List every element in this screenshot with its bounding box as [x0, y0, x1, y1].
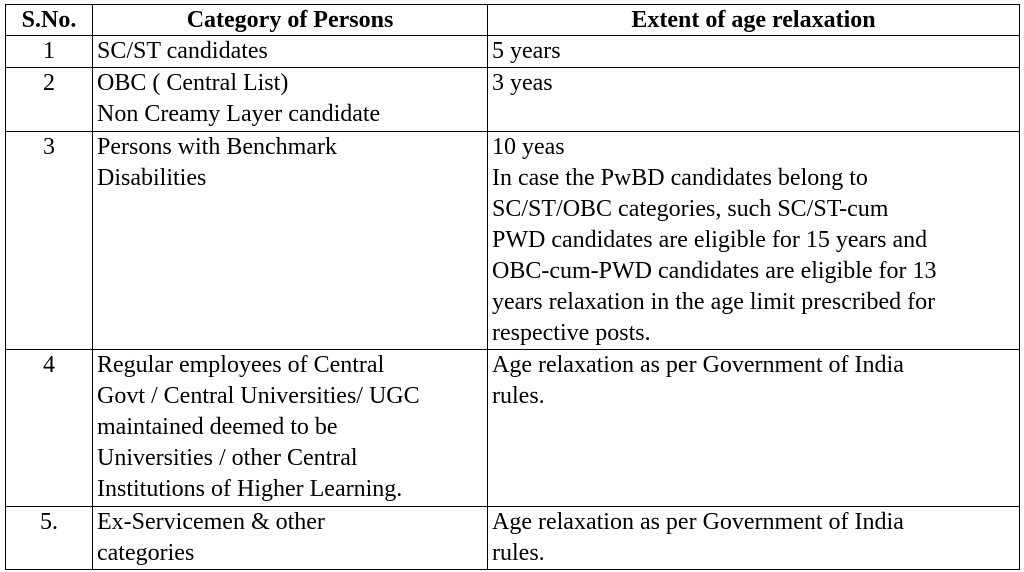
- table-row: [6, 36, 1020, 68]
- header-sno: S.No.: [6, 5, 93, 36]
- table-row: [6, 132, 1020, 350]
- row-category: Ex-Servicemen & other categories: [93, 507, 488, 570]
- row-relaxation: 3 yeas: [488, 68, 1020, 132]
- row-sno: 2: [6, 68, 93, 132]
- row-category: Regular employees of Central Govt / Central Universities/ UGC maintained deemed to be Universities / other Central Institutions of Higher Learning.: [93, 350, 488, 507]
- row-category: Persons with Benchmark Disabilities: [93, 132, 488, 350]
- table-row: [6, 507, 1020, 570]
- row-sno: 1: [6, 36, 93, 68]
- row-category: OBC ( Central List) Non Creamy Layer candidate: [93, 68, 488, 132]
- row-sno: 3: [6, 132, 93, 350]
- table-row: [6, 68, 1020, 132]
- header-category: Category of Persons: [93, 5, 488, 36]
- table-row: [6, 350, 1020, 507]
- row-sno: 4: [6, 350, 93, 507]
- row-sno: 5.: [6, 507, 93, 570]
- row-relaxation: 10 yeas In case the PwBD candidates belong to SC/ST/OBC categories, such SC/ST-cum PWD candidates are eligible for 15 years and OBC-cum-PWD candidates are eligible for 13 years relaxation in the age limit prescribed for respective posts.: [488, 132, 1020, 350]
- row-category: SC/ST candidates: [93, 36, 488, 68]
- table-header-row: [6, 5, 1020, 36]
- row-relaxation: Age relaxation as per Government of India rules.: [488, 350, 1020, 507]
- header-relaxation: Extent of age relaxation: [488, 5, 1020, 36]
- row-relaxation: 5 years: [488, 36, 1020, 68]
- row-relaxation: Age relaxation as per Government of India rules.: [488, 507, 1020, 570]
- age-relaxation-table: [5, 4, 1020, 570]
